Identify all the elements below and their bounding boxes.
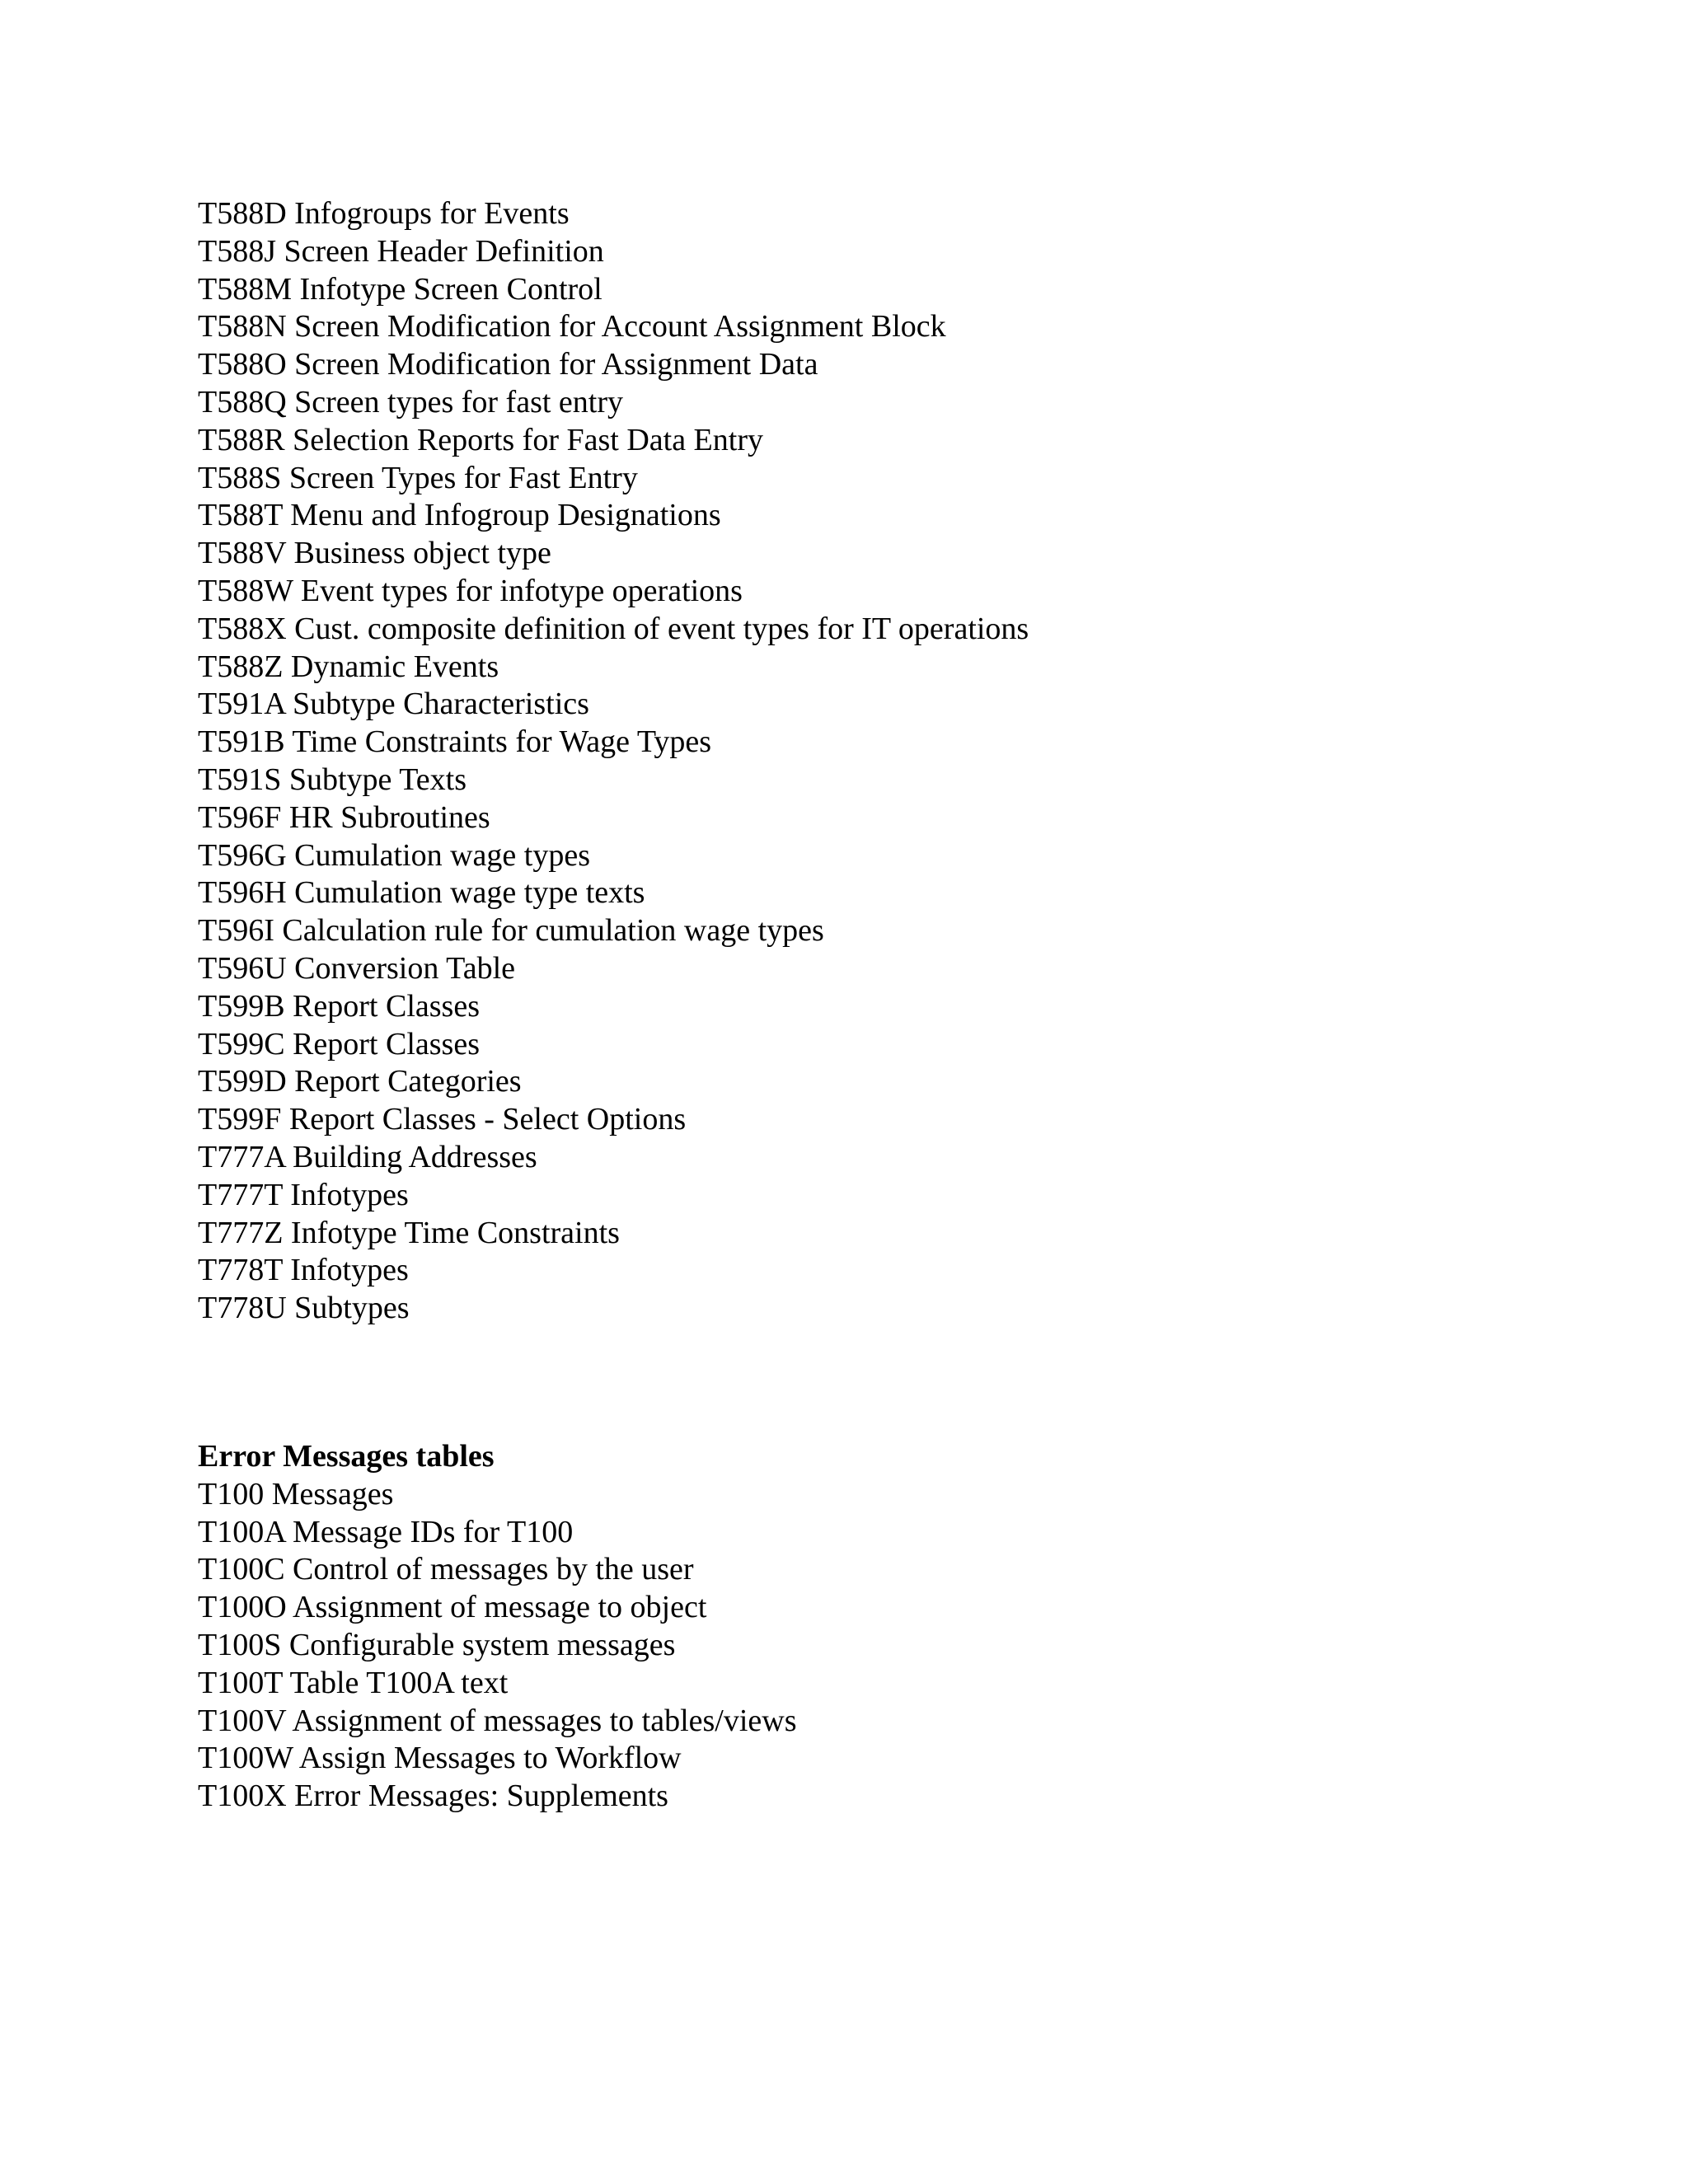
table-list (198, 195, 1029, 1328)
list-item: T588M Infotype Screen Control (198, 271, 603, 307)
list-item: T599C Report Classes (198, 1026, 480, 1062)
list-item: T778T Infotypes (198, 1253, 409, 1288)
list-item: T100C Control of messages by the user (198, 1552, 694, 1587)
list-item: T588T Menu and Infogroup Designations (198, 498, 721, 533)
list-item: T100 Messages (198, 1476, 394, 1511)
list-item: T588R Selection Reports for Fast Data Entry (198, 422, 763, 457)
list-item: T599D Report Categories (198, 1064, 522, 1099)
list-item: T778U Subtypes (198, 1291, 410, 1326)
list-item: T596G Cumulation wage types (198, 837, 590, 873)
list-item: T100V Assignment of messages to tables/views (198, 1703, 797, 1738)
error-messages-section (198, 1438, 797, 1816)
list-item: T777Z Infotype Time Constraints (198, 1215, 620, 1250)
list-item: T100O Assignment of message to object (198, 1590, 707, 1625)
list-item: T591S Subtype Texts (198, 762, 467, 797)
list-item: T591A Subtype Characteristics (198, 687, 589, 722)
list-item: T588V Business object type (198, 536, 551, 571)
list-item: T588D Infogroups for Events (198, 196, 570, 231)
list-item: T100S Configurable system messages (198, 1627, 676, 1662)
section-heading: Error Messages tables (198, 1439, 495, 1474)
list-item: T599B Report Classes (198, 988, 480, 1024)
list-item: T596U Conversion Table (198, 950, 516, 986)
list-item: T100A Message IDs for T100 (198, 1514, 574, 1549)
list-item: T596F HR Subroutines (198, 799, 490, 835)
list-item: T588Z Dynamic Events (198, 649, 499, 684)
list-item: T588Q Screen types for fast entry (198, 384, 624, 419)
list-item: T100T Table T100A text (198, 1665, 509, 1700)
list-item: T588J Screen Header Definition (198, 233, 604, 269)
list-item: T596H Cumulation wage type texts (198, 875, 645, 911)
list-item: T588S Screen Types for Fast Entry (198, 460, 638, 495)
list-item: T596I Calculation rule for cumulation wage types (198, 913, 824, 949)
list-item: T588W Event types for infotype operations (198, 573, 743, 608)
list-item: T599F Report Classes - Select Options (198, 1102, 687, 1137)
list-item: T100W Assign Messages to Workflow (198, 1741, 682, 1776)
error-messages-list (198, 1476, 797, 1816)
list-item: T591B Time Constraints for Wage Types (198, 724, 712, 760)
list-item: T588N Screen Modification for Account Assignment Block (198, 309, 946, 344)
list-item: T777A Building Addresses (198, 1139, 537, 1174)
list-item: T588O Screen Modification for Assignment Data (198, 347, 818, 382)
list-item: T588X Cust. composite definition of event types for IT operations (198, 611, 1029, 646)
list-item: T777T Infotypes (198, 1177, 409, 1212)
list-item: T100X Error Messages: Supplements (198, 1779, 668, 1814)
